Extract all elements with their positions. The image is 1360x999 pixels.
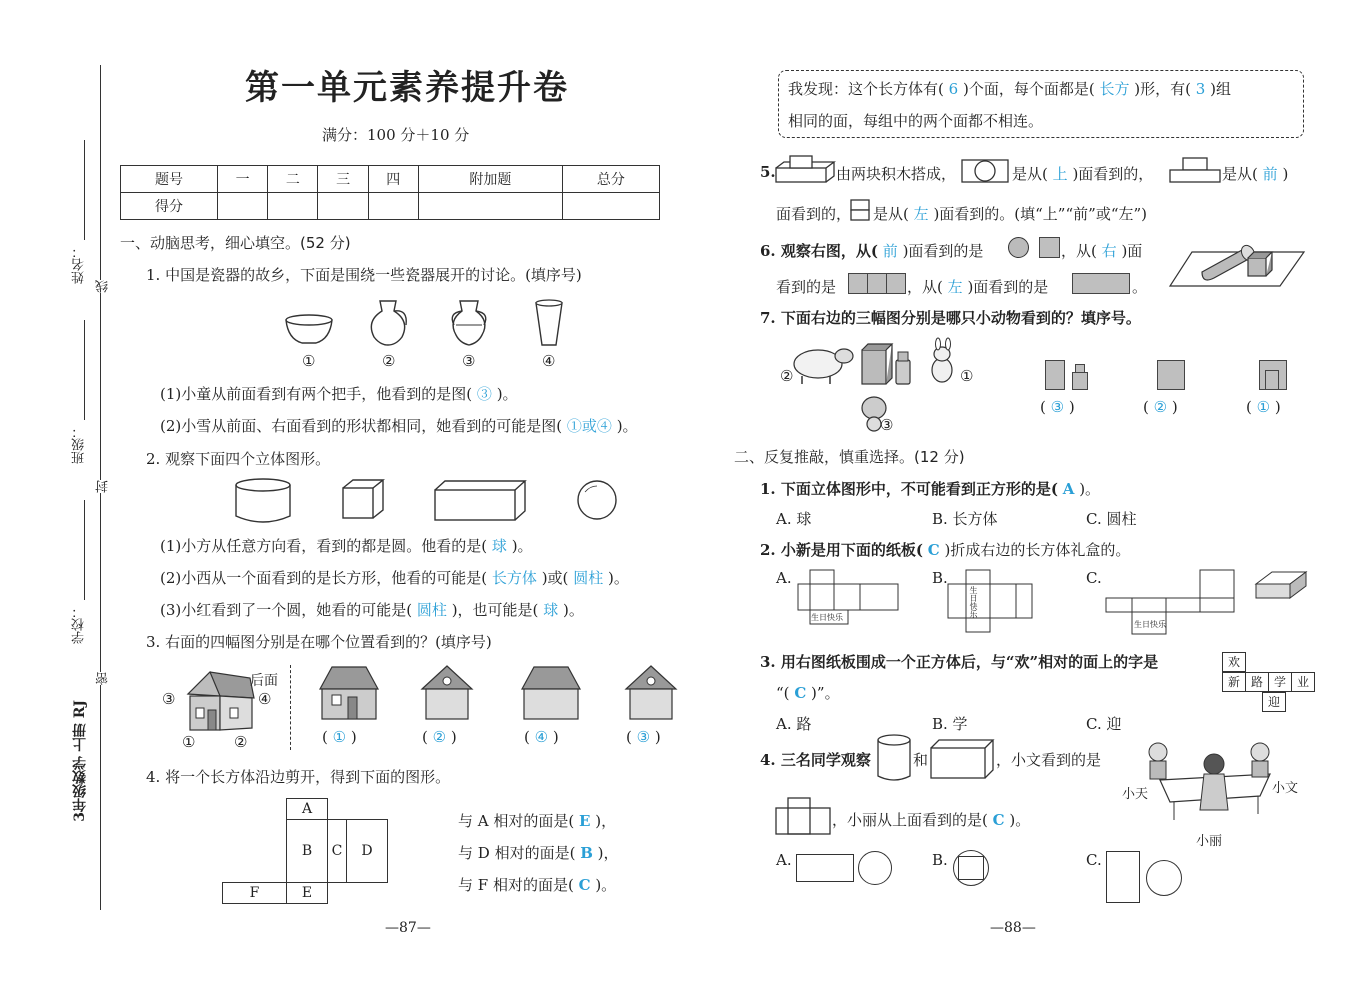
answer[interactable]: 圆柱 bbox=[416, 601, 447, 619]
q4-ans1 bbox=[458, 810, 616, 831]
house-answer: ( ① ) bbox=[322, 728, 357, 746]
text: )， bbox=[595, 812, 617, 830]
text: 6. 观察右图，从( bbox=[760, 242, 878, 260]
s2q4-option-a[interactable]: A. bbox=[776, 851, 792, 869]
text: )。 bbox=[496, 385, 518, 403]
q6-line2c: 。 bbox=[1132, 278, 1148, 296]
porcelain-figures bbox=[280, 295, 580, 355]
net-face-a bbox=[286, 798, 328, 820]
class-label: 班级： bbox=[72, 425, 87, 464]
score-header: 三 bbox=[318, 166, 368, 193]
text: )面看到的是 bbox=[902, 242, 984, 260]
s2q1-stem bbox=[760, 478, 1100, 499]
answer[interactable]: ③ bbox=[476, 385, 492, 403]
s2q3-stem: 3. 用右图纸板围成一个正方体后，与“欢”相对的面上的字是 bbox=[760, 653, 1159, 671]
answer[interactable]: 6 bbox=[948, 80, 959, 98]
section2-heading: 二、反复推敲，慎重选择。(12 分) bbox=[734, 448, 965, 466]
score-cell[interactable] bbox=[318, 193, 368, 220]
q6-line2a: 看到的是 bbox=[776, 278, 837, 296]
q6-view-front-circle bbox=[1008, 237, 1029, 258]
option-c-circle bbox=[1146, 860, 1182, 896]
cube-net-cell bbox=[1262, 692, 1286, 712]
house-view-1 bbox=[318, 663, 380, 721]
net-letter: F bbox=[249, 885, 260, 901]
text: )面看到的， bbox=[1072, 165, 1154, 183]
answer[interactable]: ① bbox=[332, 728, 347, 746]
cube-net-cell bbox=[1222, 652, 1246, 672]
text: )组 bbox=[1210, 80, 1231, 98]
s2q4-option-c[interactable]: C. bbox=[1086, 851, 1102, 869]
text: (2)小西从一个面看到的是长方形，他看的可能是( bbox=[160, 569, 488, 587]
text: )折成右边的长方体礼盒的。 bbox=[944, 541, 1131, 559]
option-a-rect bbox=[796, 854, 854, 882]
s2q3-option-a[interactable]: A. 路 bbox=[776, 715, 812, 733]
answer[interactable]: ③ bbox=[636, 728, 651, 746]
text: )个面，每个面都是( bbox=[962, 80, 1095, 98]
answer[interactable]: 左 bbox=[913, 205, 929, 223]
animal-label: ① bbox=[960, 367, 974, 385]
text: )。 bbox=[1079, 480, 1101, 498]
score-header: 总分 bbox=[562, 166, 659, 193]
text: )。 bbox=[511, 537, 533, 555]
book-label: 3年级数学 上册 RJ bbox=[72, 700, 88, 822]
cube-char: 新 bbox=[1227, 675, 1240, 689]
text: )，也可能是( bbox=[451, 601, 539, 619]
text: )或( bbox=[541, 569, 569, 587]
q6-view-right bbox=[848, 273, 906, 294]
house-answer: ( ④ ) bbox=[524, 728, 559, 746]
gift-text-vertical bbox=[968, 586, 979, 618]
answer[interactable]: C bbox=[927, 541, 940, 559]
text: 2. 小新是用下面的纸板( bbox=[760, 541, 923, 559]
name-line bbox=[84, 140, 85, 240]
s2q2-net-c bbox=[1104, 568, 1236, 638]
net-face-e bbox=[286, 882, 328, 904]
seal-mi: 密 bbox=[96, 672, 111, 685]
answer[interactable]: 前 bbox=[1262, 165, 1278, 183]
s2q1-option-a[interactable]: A. 球 bbox=[776, 510, 812, 528]
q6-view-front-square bbox=[1039, 237, 1060, 258]
animal-label: ② bbox=[780, 367, 794, 385]
q6-view-right-div bbox=[886, 274, 887, 293]
net-letter: A bbox=[301, 801, 313, 817]
text: ，从( bbox=[1061, 242, 1097, 260]
page-number-left: —87— bbox=[385, 920, 431, 936]
s2q1-option-c[interactable]: C. 圆柱 bbox=[1086, 510, 1137, 528]
answer[interactable]: C bbox=[578, 876, 591, 894]
cube-net-cell bbox=[1245, 672, 1269, 692]
school-label: 学校： bbox=[72, 605, 87, 644]
q5-text4: 面看到的， bbox=[776, 205, 852, 223]
text: ) bbox=[1282, 165, 1289, 183]
s2q4-cylinder bbox=[876, 734, 912, 784]
answer[interactable]: 球 bbox=[491, 537, 507, 555]
q5-text1: 由两块积木搭成， bbox=[836, 165, 957, 183]
cube-char: 路 bbox=[1250, 675, 1263, 689]
text: )面看到的。(填“上”“前”或“左”) bbox=[933, 205, 1148, 223]
text: ，小丽从上面看到的是( bbox=[832, 811, 988, 829]
q7-view-3b bbox=[1265, 370, 1279, 390]
s2q4-text1: 4. 三名同学观察 bbox=[760, 751, 871, 769]
score-header: 四 bbox=[368, 166, 418, 193]
cube-char: 学 bbox=[1273, 675, 1286, 689]
cube-net-cell bbox=[1291, 672, 1315, 692]
q1-stem: 1. 中国是瓷器的故乡，下面是围绕一些瓷器展开的讨论。(填序号) bbox=[146, 266, 582, 284]
score-cell[interactable] bbox=[418, 193, 562, 220]
answer[interactable]: C bbox=[794, 684, 807, 702]
s2q2-option-c[interactable]: C. bbox=[1086, 569, 1102, 587]
discover-line2: 相同的面，每组中的两个面都不相连。 bbox=[788, 112, 1044, 130]
q6-line1b bbox=[1061, 240, 1142, 261]
house-pos-label: ② bbox=[234, 733, 248, 751]
text: 1. 下面立体图形中，不可能看到正方形的是( bbox=[760, 480, 1058, 498]
s2q4-option-b[interactable]: B. bbox=[932, 851, 948, 869]
answer[interactable]: 球 bbox=[543, 601, 559, 619]
kid-name: 小丽 bbox=[1196, 834, 1223, 849]
cube-net-cell bbox=[1222, 672, 1246, 692]
s2q2-stem bbox=[760, 539, 1130, 560]
q3-divider bbox=[290, 665, 291, 750]
text: )形，有( bbox=[1134, 80, 1191, 98]
house-pos-label: ④ bbox=[258, 690, 272, 708]
answer[interactable]: 3 bbox=[1195, 80, 1206, 98]
s2q2-gift-box bbox=[1254, 568, 1308, 602]
q5-blocks bbox=[774, 154, 836, 186]
text: 与 F 相对的面是( bbox=[458, 876, 574, 894]
s2q4-text4 bbox=[832, 809, 1030, 830]
house-view-4 bbox=[624, 663, 678, 721]
option-b-square bbox=[958, 856, 984, 880]
answer[interactable]: C bbox=[992, 811, 1005, 829]
page-number-right: —88— bbox=[990, 920, 1036, 936]
q2-stem: 2. 观察下面四个立体图形。 bbox=[146, 450, 331, 468]
q4-ans3 bbox=[458, 874, 616, 895]
cube-char: 业 bbox=[1296, 675, 1309, 689]
answer[interactable]: ② bbox=[432, 728, 447, 746]
score-cell[interactable] bbox=[562, 193, 659, 220]
house-answer: ( ③ ) bbox=[626, 728, 661, 746]
text: 与 D 相对的面是( bbox=[458, 844, 576, 862]
s2q1-option-b[interactable]: B. 长方体 bbox=[932, 510, 998, 528]
answer[interactable]: 圆柱 bbox=[573, 569, 604, 587]
answer[interactable]: 左 bbox=[947, 278, 963, 296]
q5-view-top bbox=[961, 158, 1011, 184]
q7-answer: ( ③ ) bbox=[1040, 398, 1075, 416]
net-letter: C bbox=[331, 843, 343, 859]
s2q2-option-b[interactable]: B. bbox=[932, 569, 948, 587]
porcelain-label: ③ bbox=[462, 352, 476, 370]
s2q2-option-a[interactable]: A. bbox=[776, 569, 792, 587]
solid-shapes bbox=[235, 478, 625, 528]
answer[interactable]: A bbox=[1062, 480, 1075, 498]
gift-text: 生日快乐 bbox=[1134, 620, 1166, 629]
house-pos-label: ③ bbox=[162, 690, 176, 708]
q7-view-1a bbox=[1045, 360, 1065, 390]
net-letter: D bbox=[361, 843, 373, 859]
net-face-b bbox=[286, 819, 328, 883]
answer[interactable]: 长方体 bbox=[491, 569, 537, 587]
answer[interactable]: B bbox=[580, 844, 593, 862]
score-cell[interactable] bbox=[368, 193, 418, 220]
q6-line1 bbox=[760, 240, 983, 261]
text: 我发现：这个长方体有( bbox=[788, 80, 944, 98]
text: )。 bbox=[1009, 811, 1031, 829]
q6-view-right-div bbox=[867, 274, 868, 293]
q5-view-left bbox=[849, 198, 873, 224]
q5-text2 bbox=[1012, 163, 1153, 184]
q5-view-front bbox=[1169, 156, 1221, 184]
answer[interactable]: ② bbox=[1153, 398, 1168, 416]
net-letter: E bbox=[301, 885, 313, 901]
gift-text: 生日快乐 bbox=[969, 586, 978, 618]
house-back-label: 后面 bbox=[250, 673, 278, 689]
porcelain-label: ② bbox=[382, 352, 396, 370]
option-c-rect bbox=[1106, 851, 1140, 903]
page-title: 第一单元素养提升卷 bbox=[245, 68, 569, 108]
text: (3)小红看到了一个圆，她看的可能是( bbox=[160, 601, 413, 619]
text: )”。 bbox=[811, 684, 840, 702]
q2-sub2 bbox=[160, 567, 629, 588]
score-row-label: 得分 bbox=[121, 193, 218, 220]
cube-net-cell bbox=[1268, 672, 1292, 692]
score-header: 一 bbox=[218, 166, 268, 193]
net-face-d bbox=[346, 819, 388, 883]
text: )。 bbox=[595, 876, 617, 894]
text: 是从( bbox=[1222, 165, 1258, 183]
gift-text: 生日快乐 bbox=[811, 613, 843, 622]
s2q4-kids bbox=[1140, 740, 1290, 840]
text: ，从( bbox=[907, 278, 943, 296]
s2q3-option-b[interactable]: B. 学 bbox=[932, 715, 968, 733]
s2q2-net-b bbox=[946, 568, 1036, 638]
house-answer: ( ② ) bbox=[422, 728, 457, 746]
q2-sub1 bbox=[160, 535, 533, 556]
seal-xian: 线 bbox=[96, 280, 111, 293]
s2q4-text2: 和 bbox=[913, 751, 929, 769]
text: )。 bbox=[562, 601, 584, 619]
animal-label: ③ bbox=[880, 416, 894, 434]
name-label: 姓名： bbox=[72, 245, 87, 284]
q5-text3 bbox=[1222, 163, 1288, 184]
q3-stem: 3. 右面的四幅图分别是在哪个位置看到的？(填序号) bbox=[146, 633, 492, 651]
score-header: 二 bbox=[268, 166, 318, 193]
q1-sub2 bbox=[160, 415, 638, 436]
q7-stem: 7. 下面右边的三幅图分别是哪只小动物看到的？填序号。 bbox=[760, 309, 1141, 327]
house-3d bbox=[180, 668, 260, 734]
answer[interactable]: E bbox=[579, 812, 591, 830]
text: )面看到的是 bbox=[967, 278, 1049, 296]
q4-stem: 4. 将一个长方体沿边剪开，得到下面的图形。 bbox=[146, 768, 451, 786]
seal-feng: 封 bbox=[96, 480, 111, 493]
s2q4-box bbox=[929, 738, 995, 780]
score-cell[interactable] bbox=[218, 193, 268, 220]
text: (1)小方从任意方向看，看到的都是圆。他看的是( bbox=[160, 537, 488, 555]
porcelain-label: ① bbox=[302, 352, 316, 370]
q7-answer: ( ② ) bbox=[1143, 398, 1178, 416]
q4-ans2 bbox=[458, 842, 619, 863]
text: )。 bbox=[607, 569, 629, 587]
text: 与 A 相对的面是( bbox=[458, 812, 575, 830]
text: )面 bbox=[1121, 242, 1143, 260]
cube-char: 迎 bbox=[1267, 695, 1280, 709]
page-subtitle: 满分：100 分＋10 分 bbox=[322, 126, 470, 144]
text: )。 bbox=[616, 417, 638, 435]
house-view-2 bbox=[420, 663, 474, 721]
answer[interactable]: 前 bbox=[882, 242, 898, 260]
s2q3-option-c[interactable]: C. 迎 bbox=[1086, 715, 1122, 733]
q5-text5 bbox=[873, 203, 1147, 224]
q6-view-left bbox=[1072, 273, 1130, 294]
text: (1)小童从前面看到有两个把手，他看到的是图( bbox=[160, 385, 473, 403]
answer[interactable]: 上 bbox=[1052, 165, 1068, 183]
q2-sub3 bbox=[160, 599, 584, 620]
net-face-c bbox=[327, 819, 347, 883]
answer[interactable]: ③ bbox=[1050, 398, 1065, 416]
kid-name: 小天 bbox=[1122, 787, 1149, 802]
q6-line2b bbox=[907, 276, 1048, 297]
q5-num: 5. bbox=[760, 163, 776, 181]
q7-view-1c bbox=[1075, 364, 1085, 373]
house-view-3 bbox=[520, 663, 582, 721]
q7-answer: ( ① ) bbox=[1246, 398, 1281, 416]
text: 是从( bbox=[873, 205, 909, 223]
net-face-f bbox=[222, 882, 287, 904]
answer[interactable]: ① bbox=[1256, 398, 1271, 416]
answer[interactable]: 长方 bbox=[1099, 80, 1130, 98]
cube-char: 欢 bbox=[1227, 655, 1240, 669]
net-letter: B bbox=[301, 843, 313, 859]
section1-heading: 一、动脑思考，细心填空。(52 分) bbox=[120, 234, 351, 252]
q7-view-2 bbox=[1157, 360, 1185, 390]
school-line bbox=[84, 500, 85, 600]
text: 是从( bbox=[1012, 165, 1048, 183]
s2q4-view-xiaowen bbox=[774, 796, 832, 836]
kid-name: 小文 bbox=[1272, 781, 1299, 796]
text: )， bbox=[597, 844, 619, 862]
class-line bbox=[84, 320, 85, 420]
text: (2)小雪从前面、右面看到的形状都相同，她看到的可能是图( bbox=[160, 417, 563, 435]
score-cell[interactable] bbox=[268, 193, 318, 220]
option-a-circle bbox=[858, 851, 892, 885]
text: “( bbox=[776, 684, 790, 702]
s2q3-ans bbox=[776, 682, 840, 703]
q1-sub1 bbox=[160, 383, 518, 404]
q6-scene bbox=[1168, 238, 1308, 290]
answer[interactable]: ④ bbox=[534, 728, 549, 746]
house-pos-label: ① bbox=[182, 733, 196, 751]
s2q4-text3: ，小文看到的是 bbox=[996, 751, 1102, 769]
porcelain-label: ④ bbox=[542, 352, 556, 370]
discover-line1 bbox=[788, 78, 1231, 99]
score-header: 题号 bbox=[121, 166, 218, 193]
answer[interactable]: 右 bbox=[1101, 242, 1117, 260]
score-table bbox=[120, 165, 660, 220]
answer[interactable]: ①或④ bbox=[566, 417, 612, 435]
q7-view-1b bbox=[1072, 372, 1088, 390]
score-header: 附加题 bbox=[418, 166, 562, 193]
